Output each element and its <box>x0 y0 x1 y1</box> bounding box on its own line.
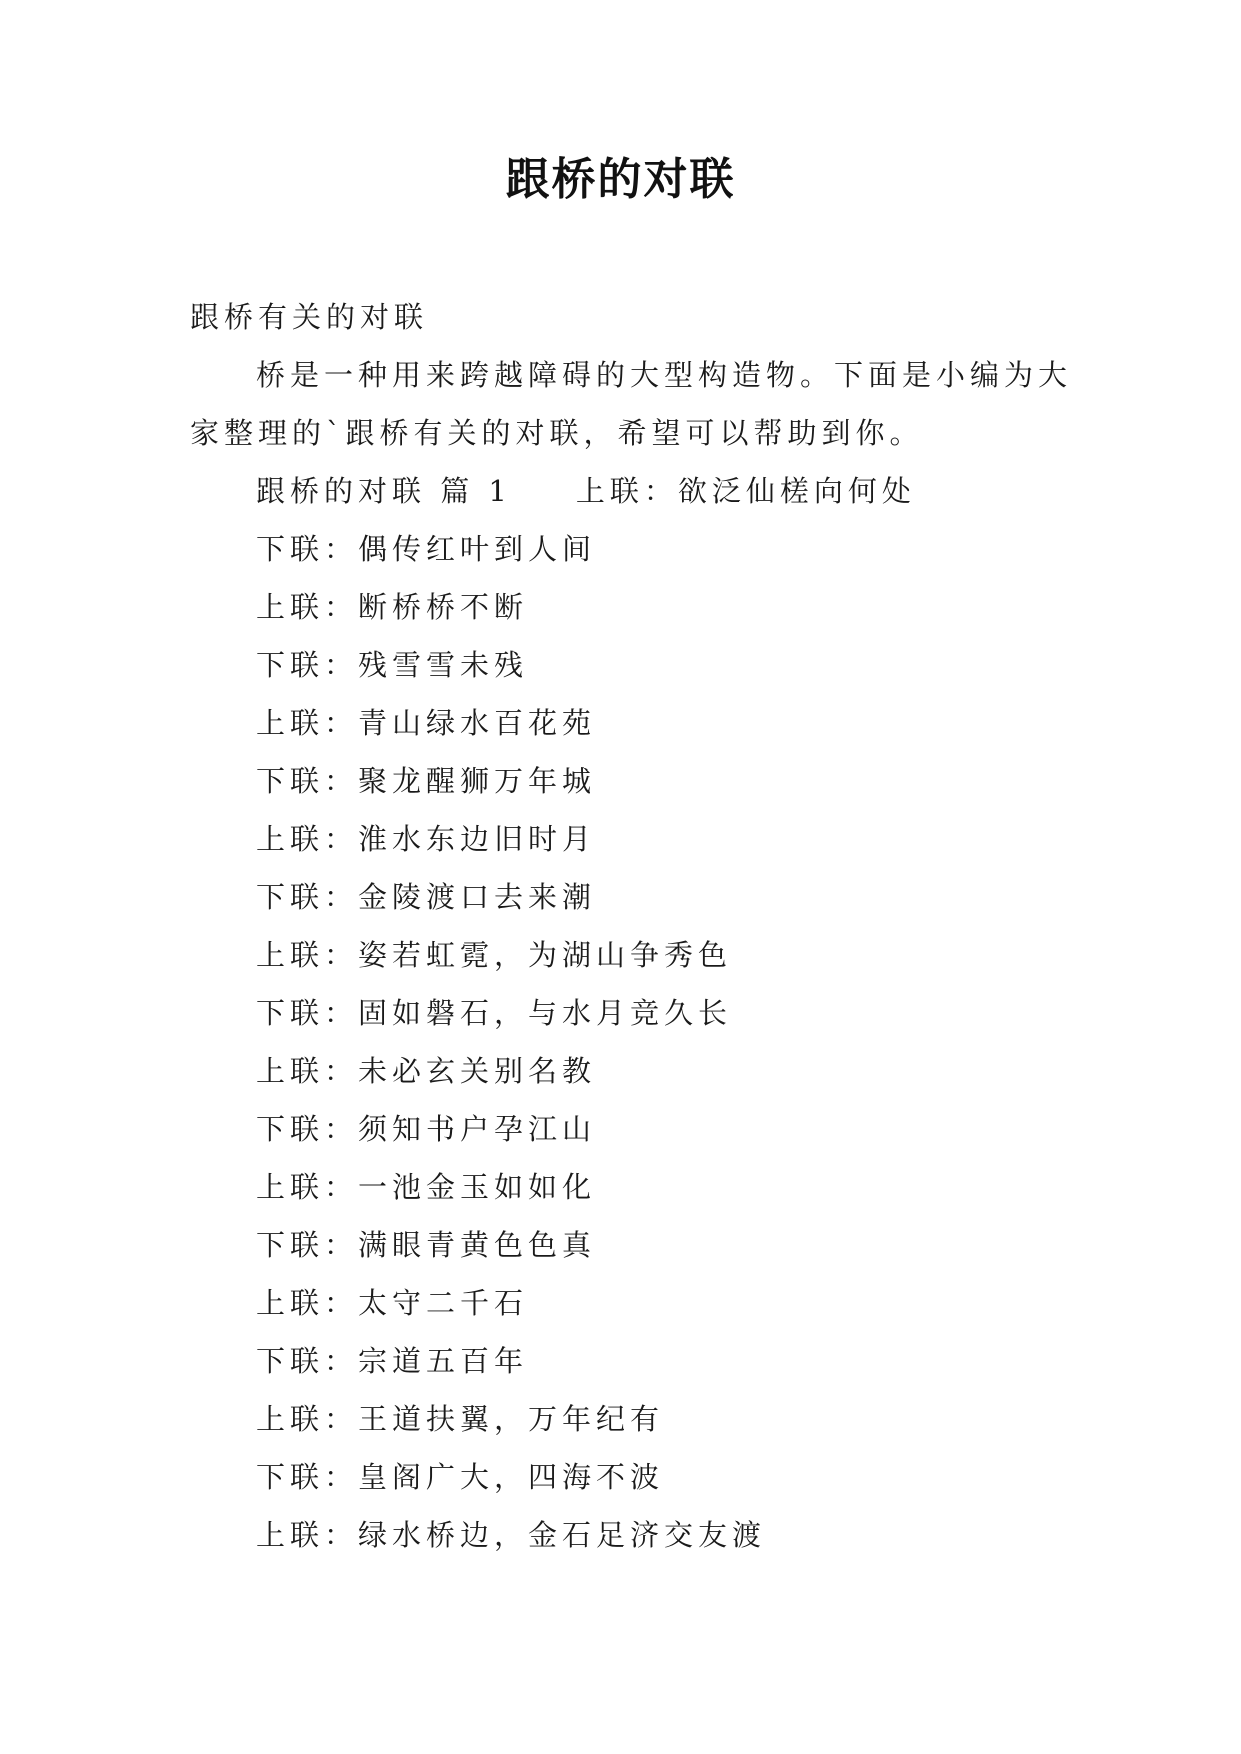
couplet-line: 下联：聚龙醒狮万年城 <box>256 764 597 798</box>
section-heading-line <box>190 462 1050 520</box>
couplet-line: 下联：偶传红叶到人间 <box>256 532 597 566</box>
couplet-line: 下联：金陵渡口去来潮 <box>256 880 597 914</box>
document-title: 跟桥的对联 <box>505 154 736 205</box>
couplet-line <box>190 1564 1050 1622</box>
couplet-line: 下联：满眼青黄色色真 <box>256 1228 597 1262</box>
section-heading: 跟桥的对联 篇 1 <box>256 474 512 508</box>
couplet-line: 下联：残雪雪未残 <box>256 648 529 682</box>
couplet-line: 下联：皇阁广大，四海不波 <box>256 1460 665 1494</box>
couplet-line: 下联：须知书户孕江山 <box>256 1112 597 1146</box>
couplet-line: 上联：青山绿水百花苑 <box>256 706 597 740</box>
couplet-line: 上联：太守二千石 <box>256 1286 529 1320</box>
couplet-line: 上联：未必玄关别名教 <box>256 1054 597 1088</box>
couplet-line: 上联：淮水东边旧时月 <box>256 822 597 856</box>
couplet-line: 上联：王道扶翼，万年纪有 <box>256 1402 665 1436</box>
couplet-line: 下联：宗道五百年 <box>256 1344 529 1378</box>
couplet-line: 上联：断桥桥不断 <box>256 590 529 624</box>
couplet-line: 上联：姿若虹霓，为湖山争秀色 <box>256 938 733 972</box>
couplet-list <box>190 520 1050 1622</box>
couplet-line: 上联：一池金玉如如化 <box>256 1170 597 1204</box>
subtitle: 跟桥有关的对联 <box>190 300 429 334</box>
document-body <box>190 288 1073 1622</box>
couplet-line: 下联：固如磐石，与水月竞久长 <box>256 996 733 1030</box>
couplet-line: 上联：绿水桥边，金石足济交友渡 <box>256 1518 767 1552</box>
intro-paragraph-line-2: 家整理的`跟桥有关的对联，希望可以帮助到你。 <box>190 416 924 450</box>
couplet-line: 上联：欲泛仙槎向何处 <box>575 474 916 508</box>
intro-paragraph-line-1: 桥是一种用来跨越障碍的大型构造物。下面是小编为大 <box>256 358 1073 392</box>
